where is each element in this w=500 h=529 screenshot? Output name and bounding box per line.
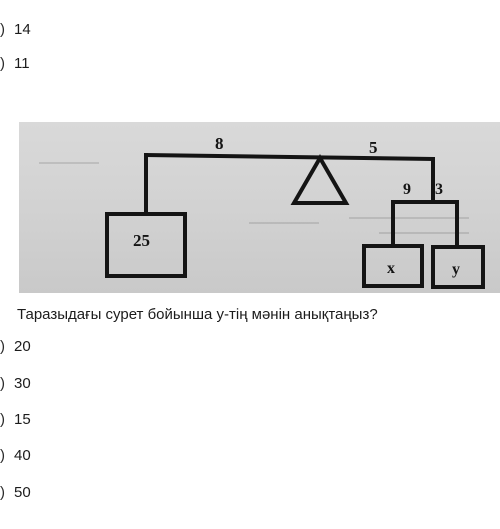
weight-y-label: y xyxy=(452,261,460,278)
option-marker: ) xyxy=(0,337,5,355)
right-arm-label: 5 xyxy=(369,138,378,157)
option-label: 30 xyxy=(14,374,31,392)
beam xyxy=(145,155,434,159)
option-label: 14 xyxy=(14,20,31,38)
option-marker: ) xyxy=(0,374,5,392)
option-11[interactable] xyxy=(0,52,30,74)
left-weight-label: 25 xyxy=(133,231,150,250)
fulcrum-icon xyxy=(294,158,346,203)
option-label: 11 xyxy=(14,54,30,72)
option-label: 15 xyxy=(14,410,31,428)
option-marker: ) xyxy=(0,483,5,501)
option-40[interactable] xyxy=(0,444,31,466)
option-50[interactable] xyxy=(0,481,31,503)
option-marker: ) xyxy=(0,54,5,72)
balance-scale-figure xyxy=(19,122,500,293)
option-15[interactable] xyxy=(0,408,31,430)
option-14[interactable] xyxy=(0,18,31,40)
option-marker: ) xyxy=(0,446,5,464)
option-label: 50 xyxy=(14,483,31,501)
left-arm-label: 8 xyxy=(215,134,224,153)
option-30[interactable] xyxy=(0,372,31,394)
option-label: 40 xyxy=(14,446,31,464)
weight-x-label: x xyxy=(387,260,395,277)
option-20[interactable] xyxy=(0,335,31,357)
question-text: Таразыдағы сурет бойынша у-тің мәнін анықтаңыз? xyxy=(17,306,378,323)
option-label: 20 xyxy=(14,337,31,355)
branch-left-label: 9 xyxy=(403,181,411,198)
branch-right-label: 3 xyxy=(435,181,443,198)
option-marker: ) xyxy=(0,20,5,38)
option-marker: ) xyxy=(0,410,5,428)
